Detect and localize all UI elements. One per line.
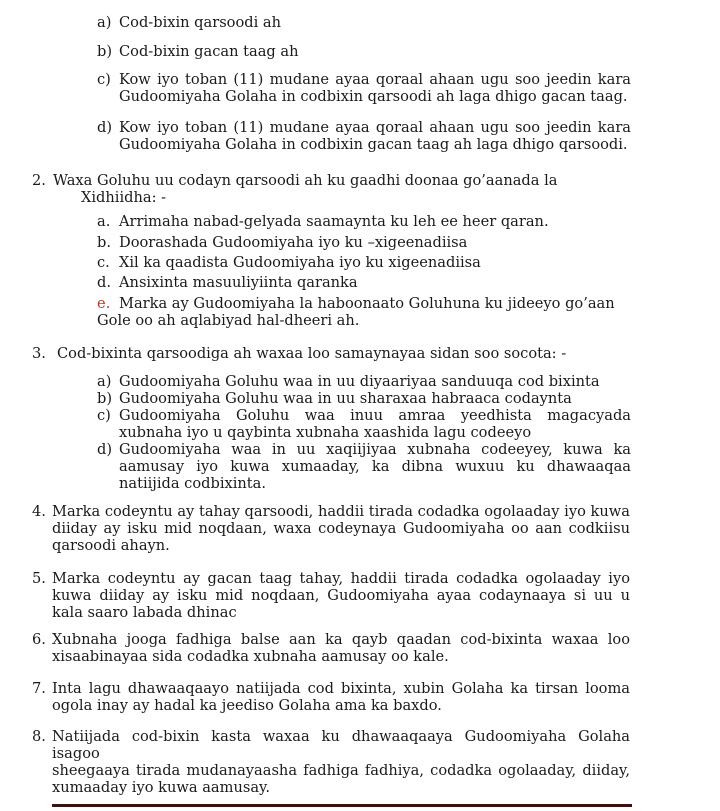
paragraph-line: diiday ay isku mid noqdaan, waxa codeynaya Gudoomiyaha oo aan codkiisu bbox=[52, 520, 630, 537]
list1-item-c bbox=[97, 71, 631, 105]
item-label: d. bbox=[97, 274, 111, 291]
section2-item-c bbox=[97, 254, 619, 271]
item-line: Cod-bixin qarsoodi ah bbox=[119, 14, 281, 31]
paragraph-line: Marka codeyntu ay tahay qarsoodi, haddii tirada codadka ogolaaday iyo kuwa bbox=[52, 503, 630, 520]
item-label: b. bbox=[97, 234, 111, 251]
item-line: Arrimaha nabad-gelyada saamaynta ku leh ee heer qaran. bbox=[119, 213, 549, 230]
item-label: b) bbox=[97, 43, 113, 60]
paragraph-line: xumaaday iyo kuwa aamusay. bbox=[52, 779, 270, 796]
paragraph-line: ogola inay ay hadal ka jeediso Golaha ama ka baxdo. bbox=[52, 697, 442, 714]
list1-item-d bbox=[97, 119, 631, 153]
paragraph-6 bbox=[32, 631, 630, 665]
item-label: c) bbox=[97, 407, 111, 424]
paragraph-line: Marka codeyntu ay gacan taag tahay, haddii tirada codadka ogolaaday iyo bbox=[52, 570, 630, 587]
section2-heading bbox=[32, 172, 593, 206]
item-label: a. bbox=[97, 213, 111, 230]
item-label: d) bbox=[97, 119, 113, 136]
section2-item-d bbox=[97, 274, 619, 291]
item-line: Gudoomiyaha Golaha in codbixin qarsoodi ah laga dhigo gacan taag. bbox=[119, 88, 628, 105]
paragraph-number: 4. bbox=[32, 503, 46, 520]
section2-item-b bbox=[97, 234, 619, 251]
paragraph-line: kala saaro labada dhinac bbox=[52, 604, 237, 621]
item-line: Gudoomiyaha Goluhu waa inuu amraa yeedhista magacyada bbox=[119, 407, 631, 424]
footer-divider bbox=[52, 804, 632, 807]
paragraph-7 bbox=[32, 680, 630, 714]
section-line: Waxa Goluhu uu codayn qarsoodi ah ku gaadhi doonaa go’aanada la bbox=[53, 172, 558, 189]
paragraph-5 bbox=[32, 570, 630, 621]
item-line: Gudoomiyaha waa in uu xaqiijiyaa xubnaha codeeyey, kuwa ka bbox=[119, 441, 631, 458]
paragraph-line: Natiijada cod-bixin kasta waxaa ku dhawaaqaaya Gudoomiyaha Golaha isagoo bbox=[52, 728, 630, 762]
item-line: Gudoomiyaha Goluhu waa in uu sharaxaa habraaca codaynta bbox=[119, 390, 572, 407]
item-line: xubnaha iyo u qaybinta xubnaha xaashida lagu codeeyo bbox=[119, 424, 532, 441]
item-line: Gole oo ah aqlabiyad hal-dheeri ah. bbox=[97, 312, 360, 329]
paragraph-number: 6. bbox=[32, 631, 46, 648]
item-line: Xil ka qaadista Gudoomiyaha iyo ku xigeenadiisa bbox=[119, 254, 481, 271]
section3-item-d bbox=[97, 441, 631, 492]
item-line: Gudoomiyaha Goluhu waa in uu diyaariyaa sanduuqa cod bixinta bbox=[119, 373, 600, 390]
item-label-highlighted: e. bbox=[97, 295, 111, 312]
paragraph-number: 8. bbox=[32, 728, 46, 745]
section3-item-c bbox=[97, 407, 631, 441]
paragraph-number: 5. bbox=[32, 570, 46, 587]
section3-heading bbox=[32, 345, 617, 362]
section-number: 3. bbox=[32, 345, 46, 362]
item-label: d) bbox=[97, 441, 113, 458]
paragraph-line: Inta lagu dhawaaqaayo natiijada cod bixinta, xubin Golaha ka tirsan looma bbox=[52, 680, 630, 697]
paragraph-number: 7. bbox=[32, 680, 46, 697]
item-label: a) bbox=[97, 14, 112, 31]
paragraph-line: xisaabinayaa sida codadka xubnaha aamusay oo kale. bbox=[52, 648, 449, 665]
section2-item-e bbox=[97, 295, 639, 329]
item-label: c. bbox=[97, 254, 110, 271]
list1-item-a bbox=[97, 14, 609, 31]
item-line: Kow iyo toban (11) mudane ayaa qoraal ahaan ugu soo jeedin kara bbox=[119, 119, 631, 136]
section-number: 2. bbox=[32, 172, 46, 189]
paragraph-line: Xubnaha jooga fadhiga balse aan ka qayb qaadan cod-bixinta waxaa loo bbox=[52, 631, 630, 648]
section3-item-b bbox=[97, 390, 631, 407]
item-line: Ansixinta masuuliyiinta qaranka bbox=[119, 274, 358, 291]
item-label: c) bbox=[97, 71, 111, 88]
item-line: aamusay iyo kuwa xumaaday, ka dibna wuxuu ku dhawaaqaa bbox=[119, 458, 631, 475]
item-line: Kow iyo toban (11) mudane ayaa qoraal ahaan ugu soo jeedin kara bbox=[119, 71, 631, 88]
section-line: Xidhiidha: - bbox=[81, 189, 167, 206]
paragraph-line: sheegaaya tirada mudanayaasha fadhiga fadhiya, codadka ogolaaday, diiday, bbox=[52, 762, 630, 779]
item-line: Gudoomiyaha Golaha in codbixin gacan taag ah laga dhigo qarsoodi. bbox=[119, 136, 628, 153]
paragraph-4 bbox=[32, 503, 630, 554]
section3-item-a bbox=[97, 373, 631, 390]
item-line: Cod-bixin gacan taag ah bbox=[119, 43, 299, 60]
paragraph-8 bbox=[32, 728, 630, 796]
paragraph-line: kuwa diiday ay isku mid noqdaan, Gudoomiyaha ayaa codaynaaya si uu u bbox=[52, 587, 630, 604]
item-label: a) bbox=[97, 373, 112, 390]
item-line: Doorashada Gudoomiyaha iyo ku –xigeenadiisa bbox=[119, 234, 468, 251]
item-label: b) bbox=[97, 390, 113, 407]
section2-item-a bbox=[97, 213, 619, 230]
paragraph-line: qarsoodi ahayn. bbox=[52, 537, 170, 554]
item-line: Marka ay Gudoomiyaha la haboonaato Goluhuna ku jideeyo go’aan bbox=[119, 295, 615, 312]
list1-item-b bbox=[97, 43, 609, 60]
section-line: Cod-bixinta qarsoodiga ah waxaa loo samaynayaa sidan soo socota: - bbox=[57, 345, 567, 362]
item-line: natiijida codbixinta. bbox=[119, 475, 266, 492]
